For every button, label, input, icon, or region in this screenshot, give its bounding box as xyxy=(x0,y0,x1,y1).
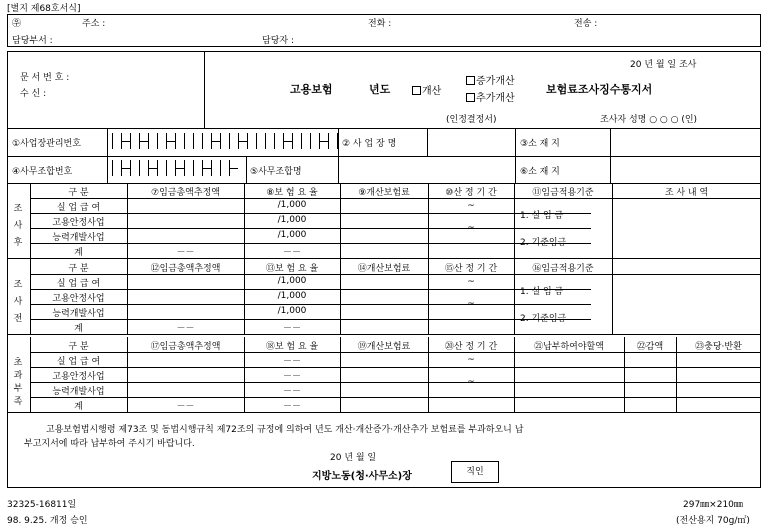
total-dash: －－ xyxy=(282,402,301,412)
fax-label: 전송 : xyxy=(574,19,598,29)
column-header: ⑬보 험 요 율 xyxy=(265,264,319,274)
period-tilde: ~ xyxy=(467,355,475,365)
column-header: ㉑납부하여야할액 xyxy=(534,342,604,352)
mgmt-no-label: ①사업장관리번호 xyxy=(12,139,81,149)
column-header: ⑦임금총액추정액 xyxy=(151,188,220,198)
wage-basis-1: 1. 실 임 금 xyxy=(520,211,564,221)
column-header: ⑯임금적용기준 xyxy=(532,264,594,274)
section-label-char: 사 xyxy=(13,297,23,307)
row-label: 고용안정사업 xyxy=(52,294,105,304)
doc-no-label: 문 서 번 호 : xyxy=(20,73,70,83)
period-tilde: ~ xyxy=(467,299,475,309)
wage-basis-1: 1. 실 임 금 xyxy=(520,287,564,297)
insurance-rate: /1,000 xyxy=(277,291,307,301)
footer-size: 297㎜×210㎜ xyxy=(683,500,743,510)
row-label: 능력개발사업 xyxy=(52,387,105,397)
section-label-char: 전 xyxy=(13,314,23,324)
section-label-char: 부 xyxy=(13,384,23,394)
wage-basis-2: 2. 기준임금 xyxy=(520,238,567,248)
notice-date: 20 년 월 일 xyxy=(330,453,377,463)
notice-line-2: 부고지서에 따라 납부하여 주시기 바랍니다. xyxy=(24,439,195,449)
insurance-rate: /1,000 xyxy=(277,215,307,225)
option-increase: 증가개산 xyxy=(466,72,515,87)
section-label-char: 과 xyxy=(13,371,23,381)
notice-line-1: 고용보험법시행령 제73조 및 동법시행규칙 제72조의 규정에 의하여 년도 개산·개산증가·개산추가 보험료를 부과하오니 납 xyxy=(46,425,524,435)
checkbox-icon xyxy=(466,76,475,85)
section-label-char: 초 xyxy=(13,358,23,368)
footer-code: 32325-16811일 xyxy=(7,500,77,510)
section-label-char: 조 xyxy=(13,204,23,214)
title-suffix: 보험료조사징수통지서 xyxy=(546,83,653,96)
insurance-rate: －－ xyxy=(282,357,301,367)
insurance-rate: /1,000 xyxy=(277,230,307,240)
column-header: ⑨개산보험료 xyxy=(358,188,410,198)
column-header: ⑫임금총액추정액 xyxy=(150,264,221,274)
column-header: ⑧보 험 요 율 xyxy=(266,188,318,198)
total-dash: －－ xyxy=(282,324,301,334)
official-seal: 직인 xyxy=(451,461,499,483)
checkbox-icon xyxy=(466,93,475,102)
checkbox-icon xyxy=(412,86,421,95)
seal-mark: ㉾ xyxy=(12,19,22,29)
row-label: 실 업 급 여 xyxy=(56,279,101,289)
option-add: 추가개산 xyxy=(466,89,515,104)
form-label: [별지 제68호서식] xyxy=(7,4,81,14)
phone-label: 전화 : xyxy=(368,19,392,29)
title-prefix: 고용보험 xyxy=(290,83,333,96)
office-name-label: ⑤사무조합명 xyxy=(250,167,302,177)
biz-name-label: ② 사 업 장 명 xyxy=(342,139,397,149)
dept-label: 담당부서 : xyxy=(12,36,53,46)
period-tilde: ~ xyxy=(467,201,475,211)
recipient-label: 수 신 : xyxy=(20,89,47,99)
total-dash: －－ xyxy=(282,248,301,258)
row-label: 실 업 급 여 xyxy=(56,357,101,367)
column-header: ⑪임금적용기준 xyxy=(532,188,594,198)
column-header: ⑳산 정 기 간 xyxy=(444,342,498,352)
footer-approved: 98. 9.25. 개정 승인 xyxy=(7,516,88,526)
row-label: 실 업 급 여 xyxy=(56,203,101,213)
footer-paper: (전산용지 70g/㎡) xyxy=(676,516,750,526)
row-label: 계 xyxy=(74,248,83,258)
total-dash: －－ xyxy=(176,402,195,412)
column-header: ㉒감액 xyxy=(636,342,664,352)
section-label-char: 후 xyxy=(13,238,23,248)
column-header: ⑮산 정 기 간 xyxy=(444,264,498,274)
section-label-char: 족 xyxy=(13,397,23,407)
decision-label: (인정결정서) xyxy=(446,115,497,125)
column-header: ⑭개산보험료 xyxy=(357,264,411,274)
column-header: 구 분 xyxy=(68,342,89,352)
insurance-rate: /1,000 xyxy=(277,306,307,316)
location-label-1: ③소 재 지 xyxy=(520,139,560,149)
address-label: 주소 : xyxy=(82,19,106,29)
survey-date: 20 년 월 일 조사 xyxy=(630,60,697,70)
column-header: ⑩산 정 기 간 xyxy=(445,188,497,198)
period-tilde: ~ xyxy=(467,223,475,233)
total-dash: －－ xyxy=(176,324,195,334)
row-label: 계 xyxy=(74,324,83,334)
row-label: 고용안정사업 xyxy=(52,218,105,228)
column-header: 조 사 내 역 xyxy=(664,188,709,198)
office-head: 지방노동(청·사무소)장 xyxy=(312,471,412,482)
column-header: ⑱보 험 요 율 xyxy=(265,342,319,352)
row-label: 능력개발사업 xyxy=(52,233,105,243)
column-header: ⑰임금총액추정액 xyxy=(150,342,221,352)
mgmt-no-grid xyxy=(112,133,346,151)
insurance-rate: －－ xyxy=(282,372,301,382)
insurance-rate: /1,000 xyxy=(277,200,307,210)
wage-basis-2: 2. 기준임금 xyxy=(520,314,567,324)
location-label-2: ⑥소 재 지 xyxy=(520,167,560,177)
insurance-rate: －－ xyxy=(282,387,301,397)
option-estimate: 개산 xyxy=(412,82,441,97)
insurance-rate: /1,000 xyxy=(277,276,307,286)
person-label: 담당자 : xyxy=(262,36,294,46)
column-header: 구 분 xyxy=(68,264,89,274)
inspector-label: 조사자 성명 ○ ○ ○ (인) xyxy=(600,115,698,125)
column-header: 구 분 xyxy=(68,188,89,198)
column-header: ㉓충당·반환 xyxy=(695,342,742,352)
row-label: 계 xyxy=(74,402,83,412)
year-label: 년도 xyxy=(369,83,391,96)
section-label-char: 사 xyxy=(13,221,23,231)
period-tilde: ~ xyxy=(467,277,475,287)
column-header: ⑲개산보험료 xyxy=(357,342,411,352)
office-no-grid xyxy=(112,160,238,178)
row-label: 고용안정사업 xyxy=(52,372,105,382)
row-label: 능력개발사업 xyxy=(52,309,105,319)
office-no-label: ④사무조합번호 xyxy=(12,167,73,177)
total-dash: －－ xyxy=(176,248,195,258)
period-tilde: ~ xyxy=(467,377,475,387)
section-label-char: 조 xyxy=(13,280,23,290)
